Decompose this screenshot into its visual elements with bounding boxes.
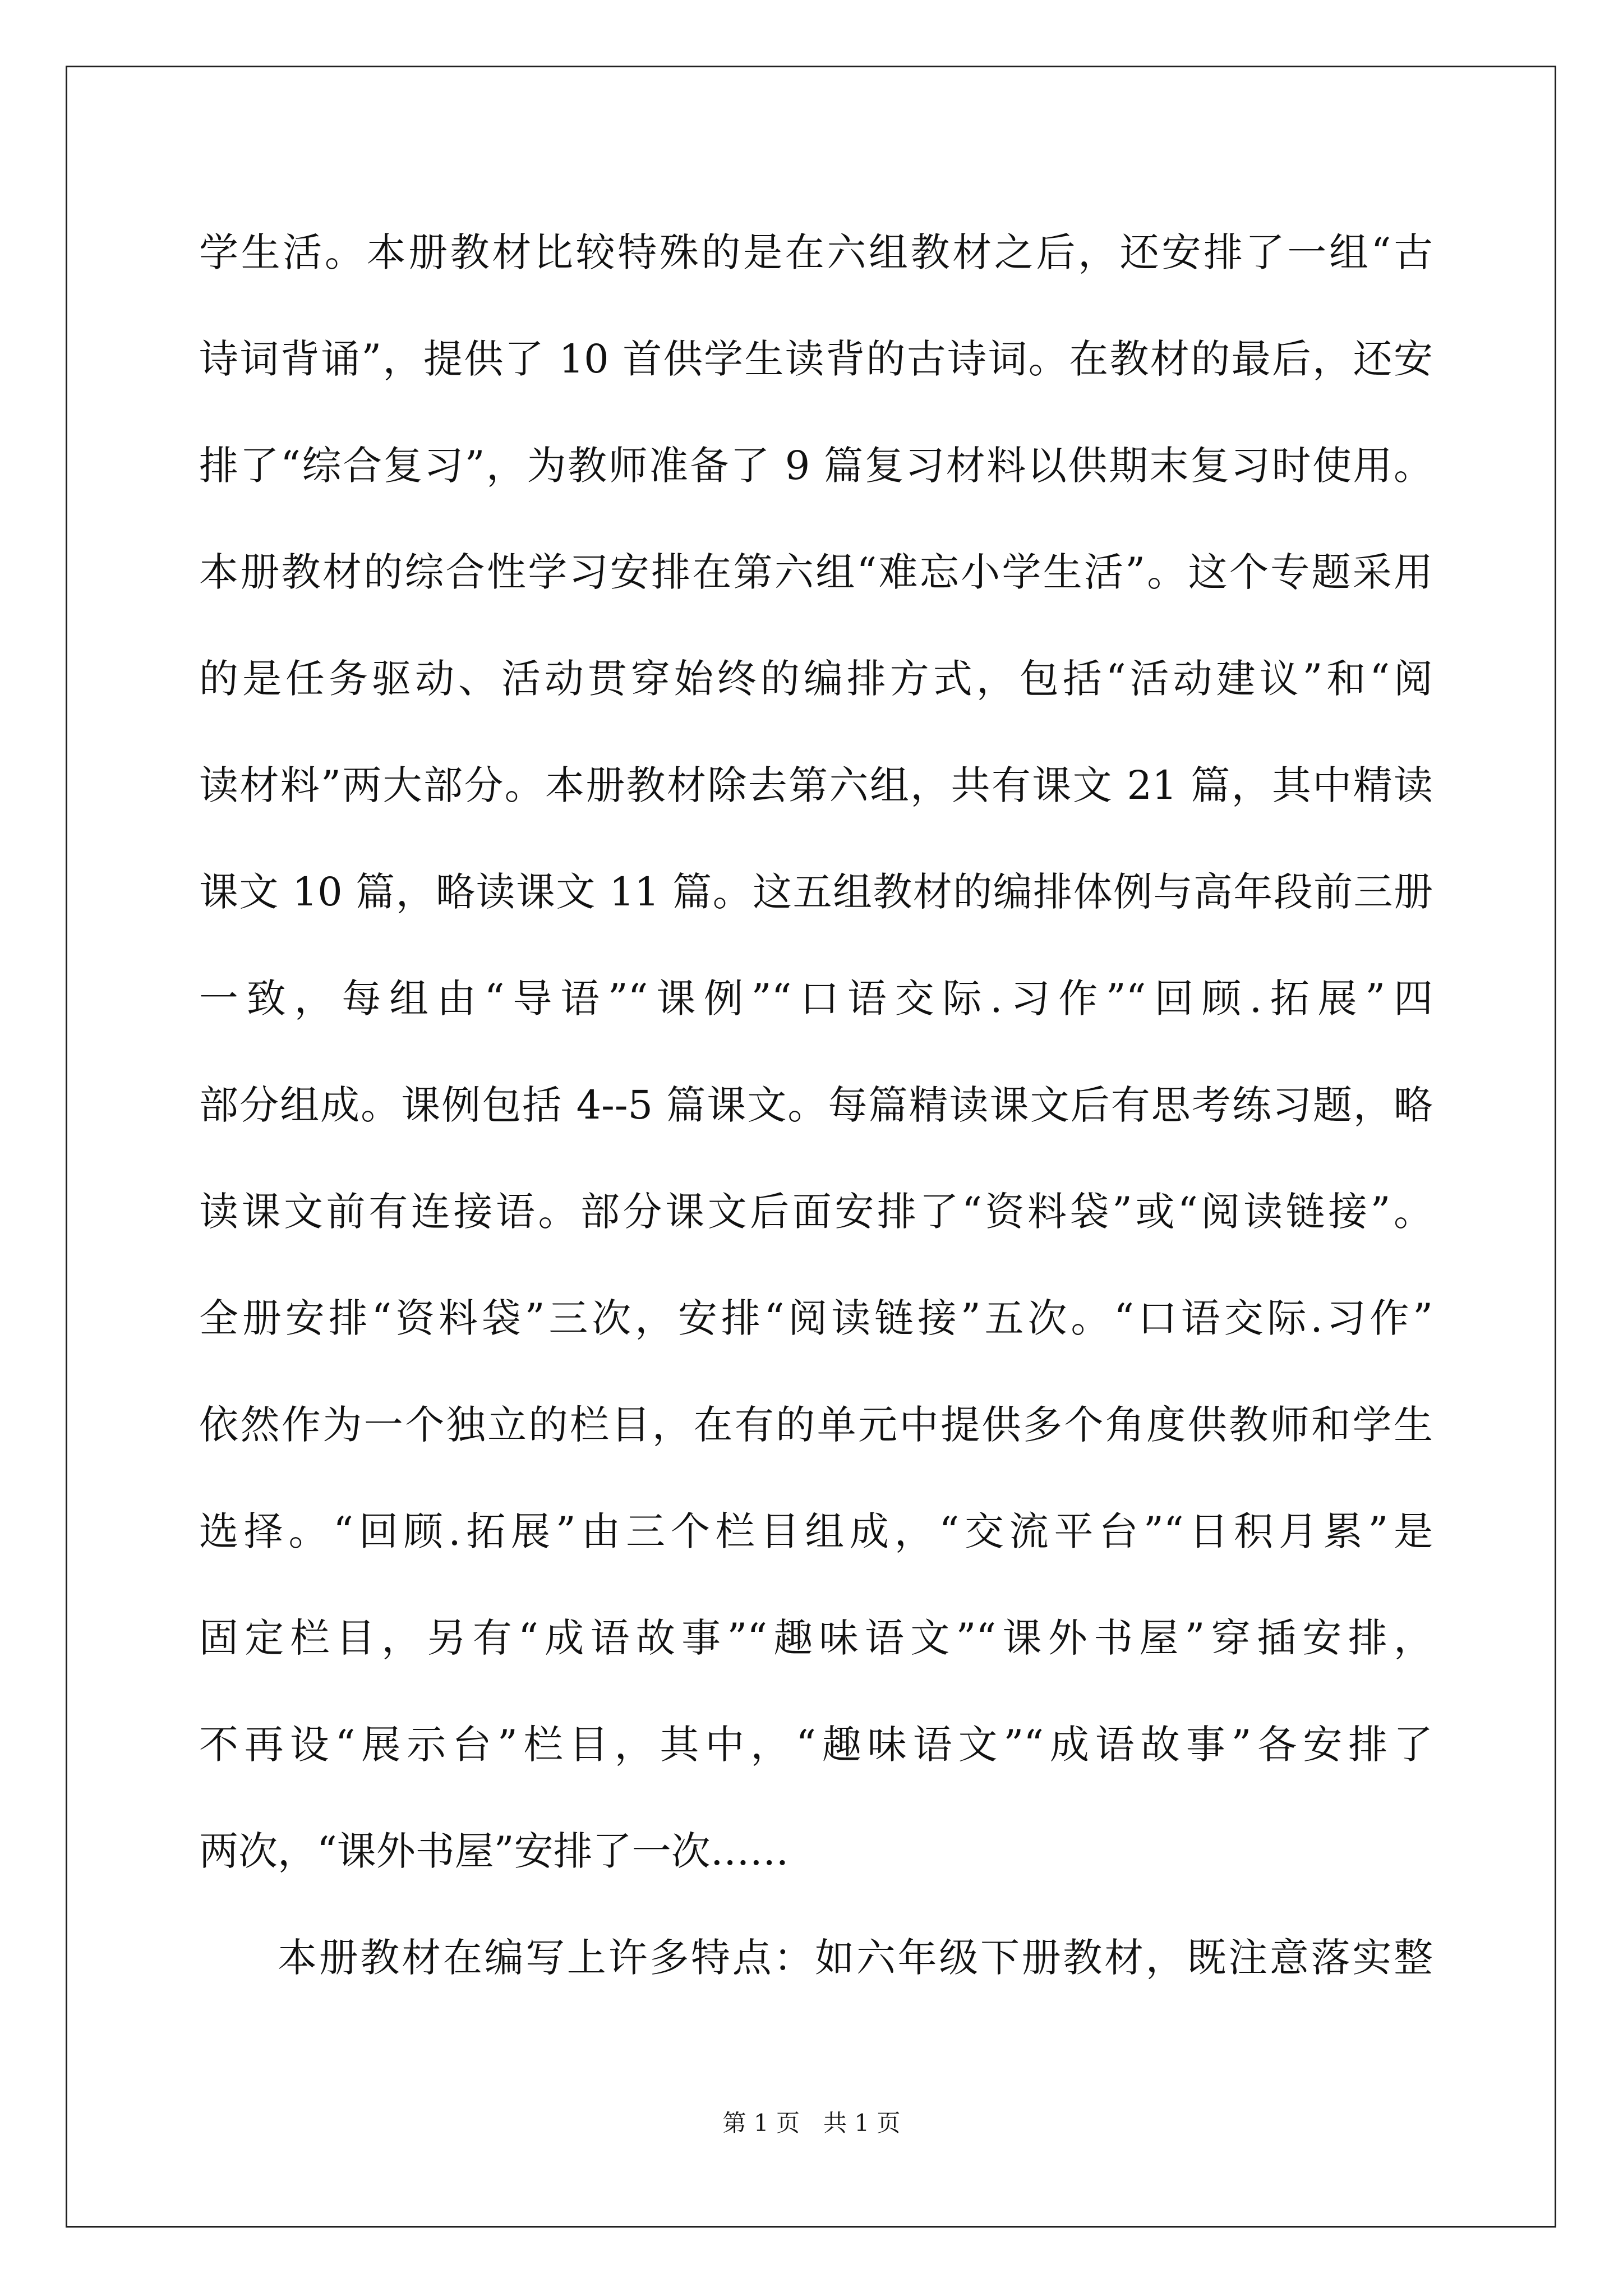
document-body <box>199 210 1433 2022</box>
text-line: 课文 10 篇，略读课文 11 篇。这五组教材的编排体例与高年段前三册 <box>199 869 1433 915</box>
text-line: 排了“综合复习”，为教师准备了 9 篇复习材料以供期末复习时使用。 <box>199 443 1433 489</box>
page-number: 第 1 页 共 1 页 <box>722 2109 901 2137</box>
text-line: 依然作为一个独立的栏目，在有的单元中提供多个角度供教师和学生 <box>199 1402 1433 1448</box>
text-line: 全册安排“资料袋”三次，安排“阅读链接”五次。“口语交际.习作” <box>199 1295 1433 1341</box>
text-line: 两次，“课外书屋”安排了一次…… <box>199 1828 789 1874</box>
text-line: 本册教材的综合性学习安排在第六组“难忘小学生活”。这个专题采用 <box>199 549 1433 595</box>
text-line: 学生活。本册教材比较特殊的是在六组教材之后，还安排了一组“古 <box>199 229 1433 275</box>
text-line: 不再设“展示台”栏目，其中，“趣味语文”“成语故事”各安排了 <box>199 1722 1433 1768</box>
text-line: 的是任务驱动、活动贯穿始终的编排方式，包括“活动建议”和“阅 <box>199 656 1433 702</box>
text-line: 选择。“回顾.拓展”由三个栏目组成，“交流平台”“日积月累”是 <box>199 1508 1433 1554</box>
text-line: 固定栏目，另有“成语故事”“趣味语文”“课外书屋”穿插安排， <box>199 1615 1433 1661</box>
text-line: 读课文前有连接语。部分课文后面安排了“资料袋”或“阅读链接”。 <box>199 1189 1433 1235</box>
text-line: 部分组成。课例包括 4--5 篇课文。每篇精读课文后有思考练习题，略 <box>199 1082 1433 1128</box>
text-line: 读材料”两大部分。本册教材除去第六组，共有课文 21 篇，其中精读 <box>199 762 1433 808</box>
text-line: 一致，每组由“导语”“课例”“口语交际.习作”“回顾.拓展”四 <box>199 976 1433 1022</box>
paragraph-first-line: 本册教材在编写上许多特点：如六年级下册教材，既注意落实整 <box>278 1935 1433 1981</box>
text-line: 诗词背诵”，提供了 10 首供学生读背的古诗词。在教材的最后，还安 <box>199 336 1433 382</box>
